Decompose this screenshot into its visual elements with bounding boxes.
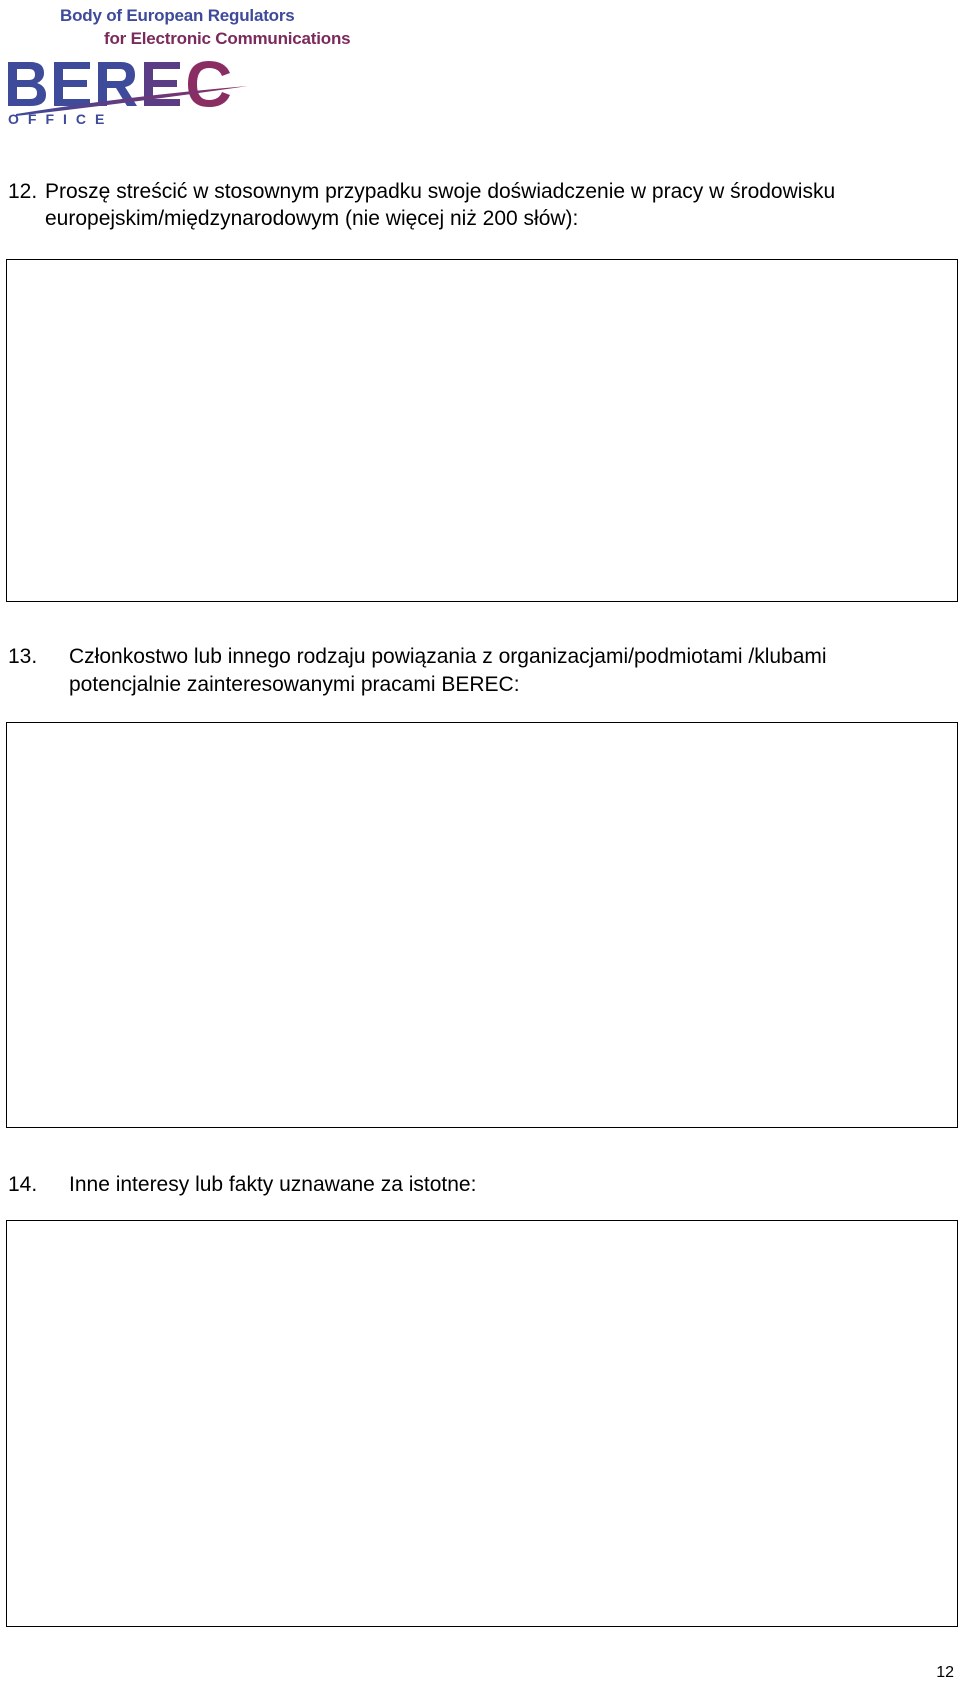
question-text-line2: europejskim/międzynarodowym (nie więcej niż 200 słów): (45, 207, 579, 230)
answer-field-12[interactable] (6, 259, 958, 602)
logo-office-subtitle: OFFICE (8, 111, 114, 126)
question-number: 14. (8, 1173, 38, 1196)
question-number: 13. (8, 645, 38, 668)
logo-org-name-line1: Body of European Regulators (60, 6, 295, 25)
question-text-line1: Członkostwo lub innego rodzaju powiązania z organizacjami/podmiotami /klubami (69, 645, 827, 668)
question-14 (8, 1172, 958, 1200)
answer-field-13[interactable] (6, 722, 958, 1128)
berec-wordmark-graphic (8, 56, 258, 126)
logo-org-name-line2: for Electronic Communications (104, 29, 351, 48)
berec-logo (8, 4, 351, 126)
answer-field-14[interactable] (6, 1220, 958, 1627)
question-text-line1: Inne interesy lub fakty uznawane za istotne: (69, 1173, 477, 1196)
question-12 (8, 179, 958, 235)
question-text-line1: Proszę streścić w stosownym przypadku swoje doświadczenie w pracy w środowisku (45, 180, 836, 203)
question-text-line2: potencjalnie zainteresowanymi pracami BEREC: (69, 673, 520, 696)
page-number: 12 (936, 1664, 954, 1681)
question-number: 12. (8, 180, 38, 203)
question-13 (8, 644, 958, 700)
